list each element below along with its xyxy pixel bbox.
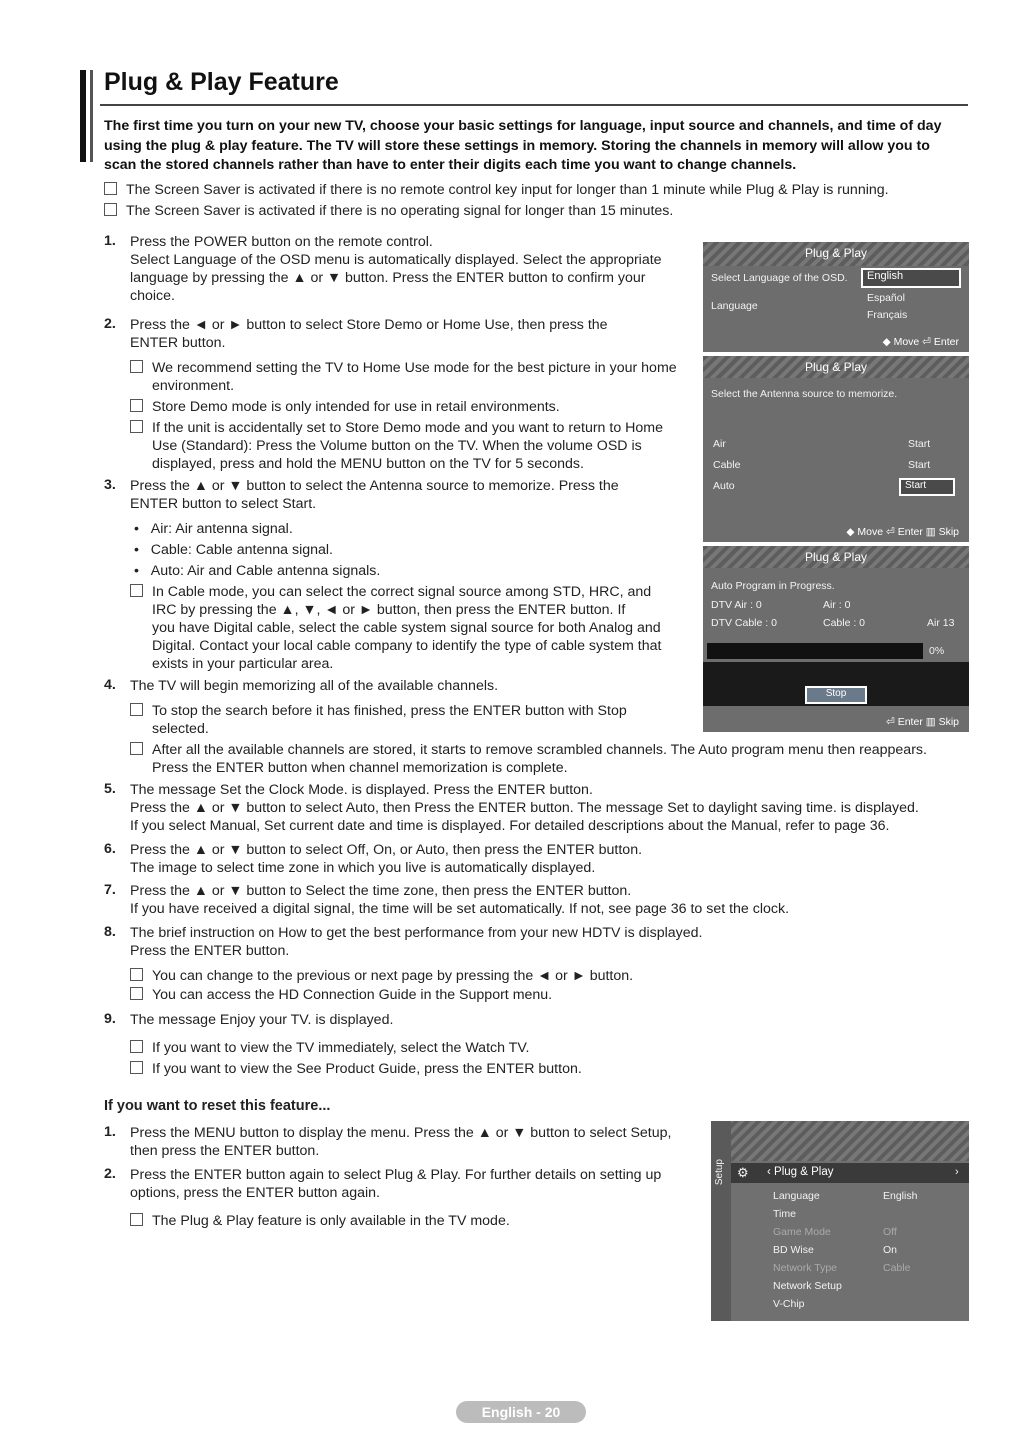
step-2-note: Store Demo mode is only intended for use in retail environments.: [130, 398, 560, 416]
step-4-note: After all the available channels are stored, it starts to remove scrambled channels. The Auto program menu then reappears.: [130, 741, 927, 759]
step-4-line: The TV will begin memorizing all of the available channels.: [130, 678, 499, 694]
step-4-note-cont: Press the ENTER button when channel memorization is complete.: [152, 760, 568, 776]
osd-label: Select Language of the OSD.: [711, 272, 848, 284]
osd-row-air: Air: [713, 438, 726, 450]
reset-2-note: The Plug & Play feature is only available in the TV mode.: [130, 1212, 510, 1230]
step-7-line: If you have received a digital signal, the time will be set automatically. If not, see page 36 to set the clock.: [130, 901, 790, 917]
note-icon: [130, 584, 143, 597]
reset-2-line: options, press the ENTER button again.: [130, 1185, 380, 1201]
osd-progress-percent: 0%: [929, 645, 945, 657]
step-2-note-cont: environment.: [152, 378, 235, 394]
reset-1-line: Press the MENU button to display the menu. Press the ▲ or ▼ button to select Setup,: [130, 1125, 672, 1141]
osd-auto-program-screen: [703, 546, 969, 732]
intro-paragraph: The first time you turn on your new TV, choose your basic settings for language, input source and channels, and time of day using the plug & play feature. The TV will store these settings in memory. Storing the channels in memory will allow you to scan the stored channels rather than have to enter their digits each time you want to change channels.: [104, 118, 942, 173]
step-2-note: We recommend setting the TV to Home Use mode for the best picture in your home: [130, 359, 677, 377]
osd-setup-value: Off: [883, 1226, 897, 1238]
step-number: 1.: [104, 233, 116, 249]
osd-row-cable: Cable: [713, 459, 741, 471]
osd-side-bar: [711, 1121, 731, 1321]
note-icon: [130, 742, 143, 755]
step-8-note: You can change to the previous or next page by pressing the ◄ or ► button.: [130, 967, 633, 985]
step-3-note-cont: Digital. Contact your local cable company to identify the type of cable system that: [152, 638, 662, 654]
osd-footer: ◆ Move ⏎ Enter: [882, 336, 959, 348]
note-icon: [130, 1213, 143, 1226]
osd-count: Cable : 0: [823, 617, 866, 629]
step-3-bullet: • Air: Air antenna signal.: [134, 521, 293, 537]
note-top-1: The Screen Saver is activated if there is no remote control key input for longer than 1 minute while Plug & Play is running.: [104, 181, 889, 199]
osd-setup-menu: [711, 1121, 969, 1321]
gear-icon: ⚙: [737, 1165, 749, 1180]
step-4-note: To stop the search before it has finished, press the ENTER button with Stop: [130, 702, 627, 720]
osd-setup-key[interactable]: V-Chip: [773, 1298, 805, 1310]
osd-footer: ◆ Move ⏎ Enter ▥ Skip: [846, 526, 959, 538]
step-1-line: language by pressing the ▲ or ▼ button. Press the ENTER button to confirm your: [130, 270, 646, 286]
osd-setup-key[interactable]: Time: [773, 1208, 796, 1220]
step-7-line: Press the ▲ or ▼ button to Select the time zone, then press the ENTER button.: [130, 883, 632, 899]
note-icon: [130, 399, 143, 412]
step-8-line: Press the ENTER button.: [130, 943, 290, 959]
osd-title: Plug & Play: [804, 246, 868, 260]
osd-setup-key[interactable]: Network Type: [773, 1262, 837, 1274]
step-1-line: Select Language of the OSD menu is automatically displayed. Select the appropriate: [130, 252, 662, 268]
note-icon: [130, 703, 143, 716]
osd-label: Auto Program in Progress.: [711, 580, 835, 592]
step-6-line: Press the ▲ or ▼ button to select Off, On, or Auto, then press the ENTER button.: [130, 842, 643, 858]
step-number: 4.: [104, 677, 116, 693]
osd-title: Plug & Play: [804, 360, 868, 374]
osd-start-cable[interactable]: Start: [908, 459, 931, 471]
step-2-note-cont: Use (Standard): Press the Volume button on the TV. When the volume OSD is: [152, 438, 642, 454]
step-number: 8.: [104, 924, 116, 940]
osd-row-auto: Auto: [713, 480, 735, 492]
osd-side-label: Setup: [714, 1159, 725, 1186]
osd-count: Air : 0: [823, 599, 851, 611]
note-icon: [130, 420, 143, 433]
page-footer-label: English - 20: [456, 1401, 586, 1423]
osd-count: Air 13: [927, 617, 955, 629]
step-5-line: The message Set the Clock Mode. is displayed. Press the ENTER button.: [130, 782, 593, 798]
step-3-bullet: • Auto: Air and Cable antenna signals.: [134, 563, 381, 579]
osd-setup-key[interactable]: Game Mode: [773, 1226, 831, 1238]
osd-start-auto[interactable]: Start: [899, 478, 955, 496]
osd-label: Select the Antenna source to memorize.: [711, 388, 898, 400]
osd-stop-button[interactable]: Stop: [805, 686, 867, 704]
step-8-note: You can access the HD Connection Guide in the Support menu.: [130, 986, 552, 1004]
osd-setup-key[interactable]: BD Wise: [773, 1244, 814, 1256]
osd-antenna-screen: [703, 356, 969, 542]
step-number: 3.: [104, 477, 116, 493]
title-rule: [100, 104, 968, 106]
step-number: 9.: [104, 1011, 116, 1027]
osd-setup-key[interactable]: Language: [773, 1190, 820, 1202]
step-4-note-cont: selected.: [152, 721, 209, 737]
osd-title: Plug & Play: [804, 550, 868, 564]
note-icon: [130, 987, 143, 1000]
step-3-line: ENTER button to select Start.: [130, 496, 317, 512]
step-5-line: Press the ▲ or ▼ button to select Auto, then Press the ENTER button. The message Set to daylight saving time. is displayed.: [130, 800, 919, 816]
step-number: 2.: [104, 1166, 116, 1182]
step-3-bullet: • Cable: Cable antenna signal.: [134, 542, 333, 558]
note-icon: [130, 968, 143, 981]
chevron-right-icon: ›: [955, 1166, 959, 1178]
title-bar-accent-thin: [90, 70, 93, 162]
page-title: Plug & Play Feature: [104, 68, 339, 96]
note-icon: [104, 182, 117, 195]
osd-setup-key[interactable]: Network Setup: [773, 1280, 842, 1292]
osd-option-francais[interactable]: Français: [867, 309, 908, 321]
note-top-2: The Screen Saver is activated if there is no operating signal for longer than 15 minutes.: [104, 202, 673, 220]
osd-setup-value: English: [883, 1190, 918, 1202]
step-9-note: If you want to view the TV immediately, select the Watch TV.: [130, 1039, 529, 1057]
osd-option-espanol[interactable]: Español: [867, 292, 905, 304]
step-2-line: Press the ◄ or ► button to select Store Demo or Home Use, then press the: [130, 317, 608, 333]
osd-option-english[interactable]: English: [861, 268, 961, 288]
step-number: 7.: [104, 882, 116, 898]
osd-setup-value: Cable: [883, 1262, 911, 1274]
step-1-line: Press the POWER button on the remote control.: [130, 234, 433, 250]
step-3-line: Press the ▲ or ▼ button to select the Antenna source to memorize. Press the: [130, 478, 619, 494]
step-2-note-cont: displayed, press and hold the MENU button on the TV for 5 seconds.: [152, 456, 584, 472]
reset-2-line: Press the ENTER button again to select Plug & Play. For further details on setting up: [130, 1167, 662, 1183]
osd-header-bg: [711, 1121, 969, 1161]
step-9-note: If you want to view the See Product Guide, press the ENTER button.: [130, 1060, 582, 1078]
osd-start-air[interactable]: Start: [908, 438, 931, 450]
osd-setup-value: On: [883, 1244, 898, 1256]
osd-plug-play-item[interactable]: ‹ Plug & Play: [767, 1166, 834, 1178]
note-icon: [130, 1040, 143, 1053]
note-icon: [130, 1061, 143, 1074]
reset-1-line: then press the ENTER button.: [130, 1143, 320, 1159]
step-8-line: The brief instruction on How to get the best performance from your new HDTV is displayed.: [130, 925, 703, 941]
step-number: 6.: [104, 841, 116, 857]
step-3-note-cont: you have Digital cable, select the cable system signal source for both Analog and: [152, 620, 661, 636]
step-3-note-cont: IRC by pressing the ▲, ▼, ◄ or ► button, then press the ENTER button. If: [152, 602, 626, 618]
step-5-line: If you select Manual, Set current date and time is displayed. For detailed descriptions about the Manual, refer to page 36.: [130, 818, 890, 834]
osd-footer: ⏎ Enter ▥ Skip: [886, 716, 959, 728]
osd-progress-bar: [707, 643, 923, 659]
step-9-line: The message Enjoy your TV. is displayed.: [130, 1012, 394, 1028]
step-2-line: ENTER button.: [130, 335, 226, 351]
osd-count: DTV Air : 0: [711, 599, 762, 611]
osd-language-screen: [703, 242, 969, 352]
step-3-note: In Cable mode, you can select the correct signal source among STD, HRC, and: [130, 583, 651, 601]
note-icon: [130, 360, 143, 373]
step-6-line: The image to select time zone in which you live is automatically displayed.: [130, 860, 596, 876]
step-3-note-cont: exists in your particular area.: [152, 656, 334, 672]
step-number: 5.: [104, 781, 116, 797]
osd-label: Language: [711, 300, 758, 312]
osd-count: DTV Cable : 0: [711, 617, 777, 629]
step-number: 1.: [104, 1124, 116, 1140]
step-1-line: choice.: [130, 288, 175, 304]
step-2-note: If the unit is accidentally set to Store Demo mode and you want to return to Home: [130, 419, 663, 437]
reset-heading: If you want to reset this feature...: [104, 1098, 331, 1114]
step-number: 2.: [104, 316, 116, 332]
title-bar-accent: [80, 70, 86, 162]
note-icon: [104, 203, 117, 216]
